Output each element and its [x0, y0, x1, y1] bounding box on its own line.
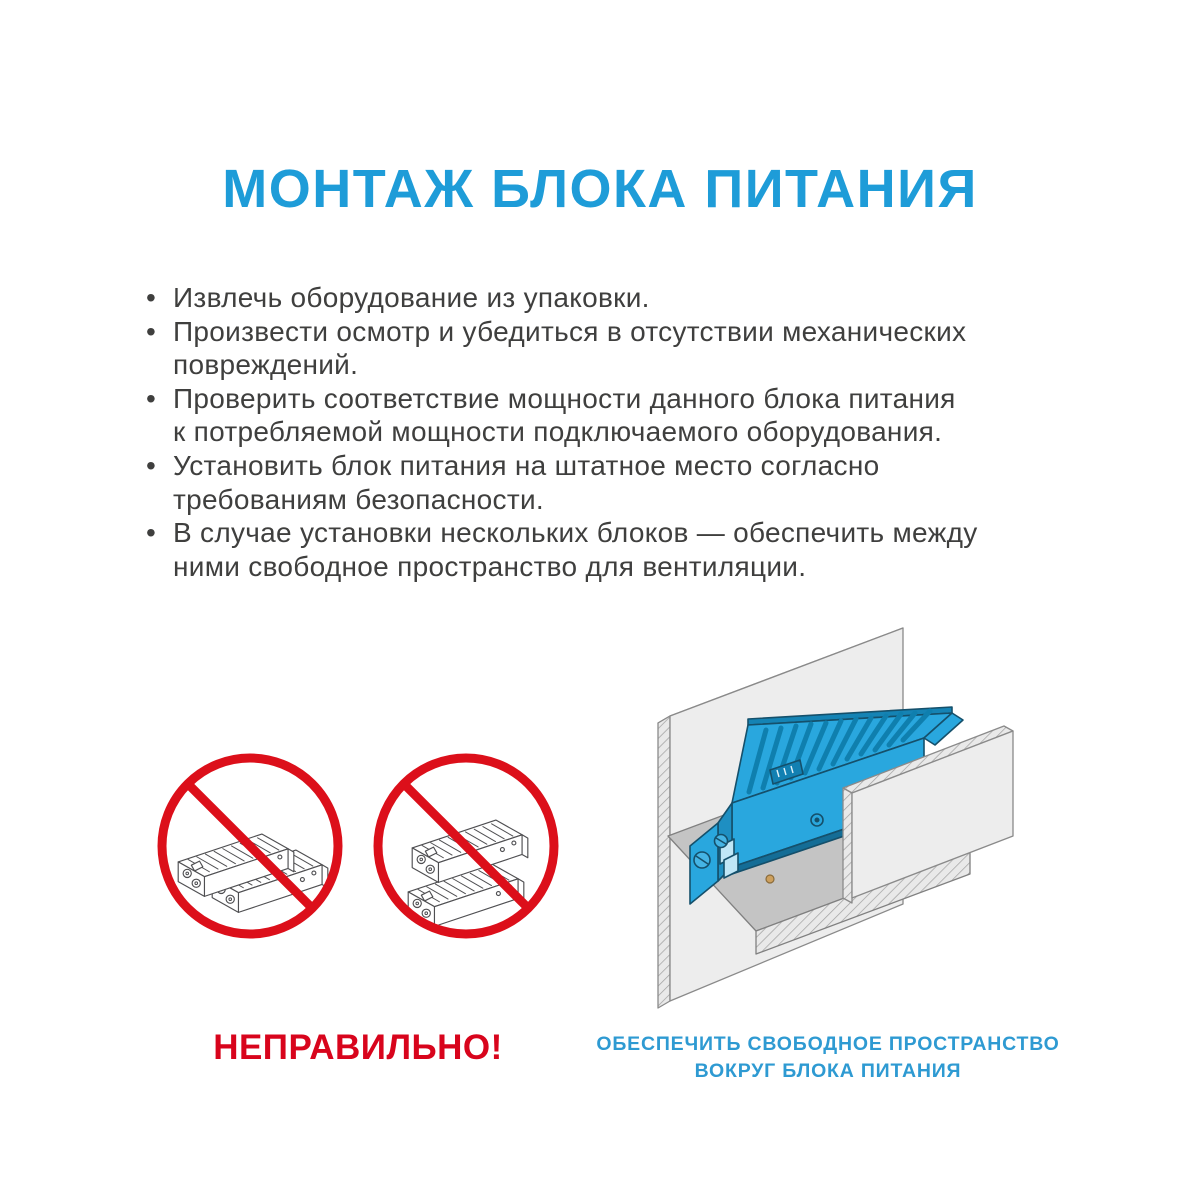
instruction-line: ними свободное пространство для вентиляции. — [173, 550, 807, 582]
list-item — [146, 382, 1086, 449]
instruction-line: • Проверить соответствие мощности данного блока питания — [173, 382, 956, 414]
instruction-line: повреждений. — [173, 349, 359, 381]
list-item — [146, 281, 1086, 315]
instruction-line: • Установить блок питания на штатное место согласно — [173, 449, 880, 481]
list-item — [146, 516, 1086, 583]
correct-mounting-figure — [620, 598, 1080, 1048]
prohibited-side-by-side-figure — [152, 748, 348, 944]
correct-mounting-caption — [590, 1031, 1066, 1085]
stacked-psu-pair-icon — [408, 820, 528, 926]
wrong-label: НЕПРАВИЛЬНО! — [213, 1028, 503, 1067]
page-title: МОНТАЖ БЛОКА ПИТАНИЯ — [222, 159, 978, 219]
prohibited-stacked-figure — [368, 748, 564, 944]
instruction-line: • Извлечь оборудование из упаковки. — [173, 282, 650, 313]
list-item — [146, 315, 1086, 382]
instruction-line: • В случае установки нескольких блоков — обеспечить между — [173, 517, 978, 549]
caption-line: ВОКРУГ БЛОКА ПИТАНИЯ — [694, 1060, 962, 1082]
instruction-line: требованиям безопасности. — [173, 483, 544, 515]
caption-line: ОБЕСПЕЧИТЬ СВОБОДНОЕ ПРОСТРАНСТВО — [596, 1033, 1060, 1055]
instruction-line: • Произвести осмотр и убедиться в отсутствии механических — [173, 315, 967, 347]
instruction-list — [146, 281, 1086, 583]
instruction-line: к потребляемой мощности подключаемого оборудования. — [173, 416, 943, 448]
list-item — [146, 449, 1086, 516]
